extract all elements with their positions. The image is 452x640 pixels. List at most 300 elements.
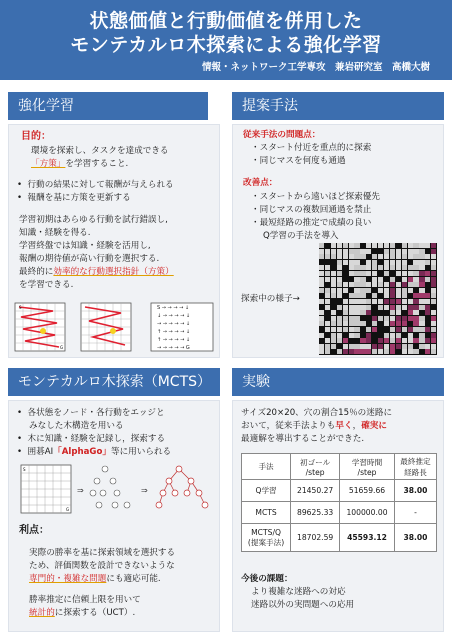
maze-cell [319, 316, 324, 321]
maze-cell [402, 338, 407, 343]
maze-cell [372, 243, 377, 248]
maze-cell [425, 305, 430, 310]
maze-cell [419, 288, 424, 293]
maze-cell [325, 321, 330, 326]
maze-cell [413, 282, 418, 287]
maze-cell [360, 254, 365, 259]
maze-cell [349, 249, 354, 254]
maze-cell [337, 299, 342, 304]
maze-cell [325, 260, 330, 265]
maze-cell [325, 288, 330, 293]
maze-cell [413, 271, 418, 276]
maze-cell [337, 327, 342, 332]
maze-cell [408, 321, 413, 326]
table-cell: - [394, 502, 436, 524]
maze-cell [325, 254, 330, 259]
maze-cell [431, 321, 436, 326]
maze-cell [343, 265, 348, 270]
maze-cell [390, 321, 395, 326]
table-cell: 89625.33 [291, 502, 340, 524]
title-line-2: モンテカルロ木探索による強化学習 [70, 34, 382, 56]
maze-cell [390, 265, 395, 270]
maze-cell [419, 338, 424, 343]
maze-cell [360, 333, 365, 338]
maze-cell [349, 288, 354, 293]
mcts-bullet-3-suffix: 等に用いられる [110, 447, 172, 457]
merit-line-5 [29, 607, 135, 620]
maze-cell [354, 305, 359, 310]
maze-cell [390, 249, 395, 254]
merit-line-1: 実際の勝率を基に探索領域を選択する [29, 548, 176, 558]
maze-cell [360, 293, 365, 298]
goal-line-2-rest: を学習すること. [65, 159, 129, 169]
maze-cell [384, 277, 389, 282]
maze-cell [396, 265, 401, 270]
rl-bullet-2-text: 報酬を基に方策を更新する [27, 193, 131, 203]
sure-highlight: 確実に [361, 421, 387, 431]
maze-cell [431, 299, 436, 304]
maze-cell [319, 305, 324, 310]
maze-cell [360, 249, 365, 254]
maze-diagram-1 [15, 303, 65, 351]
maze-cell [360, 316, 365, 321]
maze-cell [402, 299, 407, 304]
maze-cell [337, 260, 342, 265]
maze-cell [319, 310, 324, 315]
tree-graph [156, 466, 208, 508]
maze-cell [343, 310, 348, 315]
maze-cell [396, 344, 401, 349]
svg-text:S → → → → ↓: S → → → → ↓ [157, 305, 190, 311]
section-heading-experiment: 実験 [232, 368, 444, 396]
maze-cell [372, 338, 377, 343]
maze-cell [331, 321, 336, 326]
maze-cell [425, 310, 430, 315]
maze-cell [354, 299, 359, 304]
maze-cell [408, 282, 413, 287]
maze-cell [408, 249, 413, 254]
maze-cell [372, 282, 377, 287]
complex-problem-highlight: 専門的・複雑な問題 [29, 574, 107, 584]
maze-cell [331, 344, 336, 349]
maze-cell [325, 249, 330, 254]
maze-cell [378, 333, 383, 338]
maze-cell [354, 282, 359, 287]
maze-cell [419, 299, 424, 304]
maze-cell [413, 316, 418, 321]
problem-2: ・同じマスを何度も通過 [251, 156, 346, 166]
maze-cell [408, 305, 413, 310]
maze-cell [408, 349, 413, 354]
mcts-tree-diagram [19, 463, 215, 515]
maze-cell [325, 265, 330, 270]
future-label: 今後の課題： [241, 574, 293, 584]
maze-cell [402, 254, 407, 259]
maze-cell [354, 316, 359, 321]
maze-cell [402, 260, 407, 265]
maze-cell [337, 305, 342, 310]
table-cell: 45593.12 [340, 524, 395, 552]
maze-cell [331, 305, 336, 310]
maze-cell [396, 327, 401, 332]
maze-cell [431, 310, 436, 315]
maze-cell [360, 260, 365, 265]
maze-cell [354, 338, 359, 343]
maze-cell [325, 277, 330, 282]
maze-cell [384, 265, 389, 270]
maze-cell [419, 271, 424, 276]
maze-cell [349, 338, 354, 343]
rl-para-3: 学習終盤では知識・経験を活用し, [19, 241, 151, 251]
maze-cell [331, 254, 336, 259]
maze-diagram-2 [81, 303, 131, 351]
maze-cell [319, 327, 324, 332]
maze-cell [366, 310, 371, 315]
maze-cell [325, 305, 330, 310]
maze-cell [425, 260, 430, 265]
maze-cell [425, 293, 430, 298]
exp-intro-2-prefix: おいて，従来手法よりも [241, 421, 336, 431]
maze-cell [413, 254, 418, 259]
maze-cell [360, 277, 365, 282]
maze-cell [402, 277, 407, 282]
future-1: より複雑な迷路への対応 [251, 587, 346, 597]
problem-1: ・スタート付近を重点的に探索 [251, 143, 372, 153]
maze-cell [402, 305, 407, 310]
maze-cell [325, 293, 330, 298]
maze-cell [331, 265, 336, 270]
maze-cell [349, 333, 354, 338]
maze-cell [319, 249, 324, 254]
maze-cell [372, 288, 377, 293]
maze-cell [378, 338, 383, 343]
maze-cell [343, 299, 348, 304]
mcts-bullet-1a: • 各状態をノード・各行動をエッジと [17, 408, 165, 418]
maze-cell [360, 327, 365, 332]
poster-header [0, 0, 452, 80]
exp-intro-2 [241, 420, 387, 433]
maze-cell [425, 265, 430, 270]
maze-cell [325, 327, 330, 332]
section-heading-proposal: 提案手法 [232, 92, 444, 120]
maze-cell [360, 271, 365, 276]
maze-cell [425, 321, 430, 326]
maze-cell [384, 288, 389, 293]
maze-cell [402, 321, 407, 326]
table-row [242, 480, 437, 502]
table-row [242, 524, 437, 552]
maze-cell [319, 260, 324, 265]
maze-cell [360, 310, 365, 315]
maze-cell [349, 271, 354, 276]
authors: 情報・ネットワーク工学専攻 兼岩研究室 高橋大樹 [201, 62, 430, 73]
maze-cell [419, 249, 424, 254]
maze-cell [343, 277, 348, 282]
maze-cell [419, 327, 424, 332]
maze-cell [378, 310, 383, 315]
maze-cell [425, 288, 430, 293]
maze-cell [396, 310, 401, 315]
maze-cell [331, 349, 336, 354]
maze-cell [419, 277, 424, 282]
maze-cell [319, 321, 324, 326]
rl-maze-diagrams [13, 301, 217, 353]
maze-cell [378, 288, 383, 293]
maze-cell [343, 333, 348, 338]
maze-cell [354, 344, 359, 349]
maze-cell [331, 277, 336, 282]
problem-label: 従来手法の問題点： [243, 130, 321, 140]
maze-cell [384, 310, 389, 315]
maze-cell [396, 249, 401, 254]
improve-1-text: スタートから遠いほど探索優先 [259, 192, 380, 202]
maze-cell [319, 349, 324, 354]
maze-cell [419, 316, 424, 321]
maze-cell [425, 338, 430, 343]
maze-cell [390, 260, 395, 265]
maze-cell [402, 249, 407, 254]
rl-para-1: 学習初期はあらゆる行動を試行錯誤し, [19, 215, 168, 225]
maze-cell [319, 333, 324, 338]
policy-highlight: 「方策」 [31, 159, 66, 169]
maze-cell [378, 282, 383, 287]
maze-cell [413, 333, 418, 338]
maze-cell [408, 271, 413, 276]
mcts-bullet-3-prefix: 囲碁AI [27, 447, 54, 457]
maze-cell [378, 349, 383, 354]
maze-cell [349, 293, 354, 298]
exploring-label: 探索中の様子→ [241, 294, 300, 304]
maze-cell [354, 260, 359, 265]
maze-cell [378, 254, 383, 259]
maze-cell [390, 333, 395, 338]
maze-cell [349, 327, 354, 332]
maze-cell [408, 293, 413, 298]
maze-cell [378, 260, 383, 265]
section-box-rl [8, 124, 220, 358]
maze-cell [366, 260, 371, 265]
maze-cell [402, 333, 407, 338]
maze-cell [431, 271, 436, 276]
maze-cell [360, 305, 365, 310]
maze-cell [413, 249, 418, 254]
maze-cell [319, 288, 324, 293]
improve-3a-text: 最短経路の推定で成績の良い [259, 218, 372, 228]
maze-cell [372, 316, 377, 321]
table-row [242, 502, 437, 524]
maze-cell [431, 277, 436, 282]
maze-cell [402, 310, 407, 315]
maze-cell [390, 277, 395, 282]
maze-cell [366, 282, 371, 287]
improve-3a: ・最短経路の推定で成績の良い [251, 218, 372, 228]
maze-cell [372, 349, 377, 354]
maze-cell [384, 254, 389, 259]
maze-cell [390, 316, 395, 321]
maze-cell [413, 299, 418, 304]
section-box-mcts [8, 400, 220, 632]
maze-cell [366, 243, 371, 248]
maze-cell [319, 282, 324, 287]
maze-cell [372, 249, 377, 254]
maze-cell [337, 333, 342, 338]
maze-cell [354, 265, 359, 270]
maze-cell [419, 265, 424, 270]
mcts-bullet-2-text: 木に知識・経験を記録し，探索する [27, 434, 166, 444]
maze-cell [343, 282, 348, 287]
maze-cell [413, 265, 418, 270]
improve-label: 改善点： [243, 178, 278, 188]
merit-line-3 [29, 573, 161, 586]
maze-cell [360, 344, 365, 349]
maze-cell [396, 338, 401, 343]
section-heading-mcts: モンテカルロ木探索（MCTS） [8, 368, 220, 396]
maze-cell [343, 316, 348, 321]
maze-cell [337, 254, 342, 259]
maze-cell [378, 271, 383, 276]
section-box-experiment [232, 400, 444, 632]
maze-cell [372, 299, 377, 304]
maze-cell [413, 305, 418, 310]
maze-cell [396, 293, 401, 298]
maze-cell [331, 282, 336, 287]
maze-cell [319, 299, 324, 304]
maze-cell [349, 277, 354, 282]
maze-cell [372, 260, 377, 265]
rl-bullet-1-text: 行動の結果に対して報酬が与えられる [27, 180, 174, 190]
exp-intro-1: サイズ20×20、穴の割合15％の迷路に [241, 408, 393, 418]
maze-cell [331, 327, 336, 332]
table-cell: 21450.27 [291, 480, 340, 502]
maze-cell [319, 271, 324, 276]
maze-cell [343, 293, 348, 298]
maze-cell [390, 288, 395, 293]
maze-cell [408, 310, 413, 315]
maze-cell [396, 349, 401, 354]
maze-cell [337, 288, 342, 293]
maze-cell [354, 349, 359, 354]
merit-line-3-rest: にも適応可能. [106, 574, 161, 584]
maze-cell [419, 344, 424, 349]
maze-cell [366, 288, 371, 293]
maze-cell [425, 344, 430, 349]
maze-cell [360, 349, 365, 354]
section-box-proposal [232, 124, 444, 358]
maze-cell [349, 349, 354, 354]
maze-cell [354, 277, 359, 282]
maze-cell [331, 293, 336, 298]
maze-cell [343, 249, 348, 254]
improve-2: ・同じマスの複数回通過を禁止 [251, 205, 372, 215]
maze-cell [349, 316, 354, 321]
maze-cell [366, 305, 371, 310]
maze-cell [402, 327, 407, 332]
maze-cell [396, 282, 401, 287]
maze-cell [325, 271, 330, 276]
maze-cell [384, 333, 389, 338]
maze-cell [419, 321, 424, 326]
maze-cell [349, 299, 354, 304]
maze-cell [390, 305, 395, 310]
maze-cell [319, 254, 324, 259]
maze-cell [366, 338, 371, 343]
maze-cell [331, 271, 336, 276]
maze-cell [360, 338, 365, 343]
maze-cell [337, 249, 342, 254]
maze-cell [343, 321, 348, 326]
maze-cell [425, 277, 430, 282]
maze-cell [419, 293, 424, 298]
maze-cell [402, 271, 407, 276]
maze-cell [384, 260, 389, 265]
efficient-policy-highlight: 効率的な行動選択指針（方策） [53, 267, 174, 277]
maze-cell [413, 288, 418, 293]
maze-cell [413, 344, 418, 349]
maze-cell [431, 249, 436, 254]
results-table [241, 453, 437, 552]
maze-cell [419, 260, 424, 265]
maze-cell [431, 265, 436, 270]
maze-cell [384, 299, 389, 304]
maze-cell [431, 333, 436, 338]
maze-cell [337, 344, 342, 349]
maze-cell [413, 310, 418, 315]
maze-cell [331, 316, 336, 321]
merit-line-2: ため、評価関数を設計できないような [29, 561, 175, 571]
maze-cell [408, 243, 413, 248]
maze-cell [425, 299, 430, 304]
table-cell: Q学習 [242, 480, 291, 502]
maze-cell [408, 265, 413, 270]
maze-cell [354, 333, 359, 338]
table-cell: 38.00 [394, 480, 436, 502]
maze-cell [425, 243, 430, 248]
maze-cell [413, 338, 418, 343]
maze-cell [325, 338, 330, 343]
improve-1: ・スタートから遠いほど探索優先 [251, 192, 380, 202]
maze-cell [331, 333, 336, 338]
rl-para-5 [19, 266, 174, 279]
maze-cell [384, 327, 389, 332]
maze-cell [372, 333, 377, 338]
maze-cell [349, 260, 354, 265]
maze-cell [366, 293, 371, 298]
maze-cell [325, 333, 330, 338]
maze-cell [402, 349, 407, 354]
maze-cell [349, 305, 354, 310]
maze-cell [372, 321, 377, 326]
statistical-highlight: 統計的 [29, 608, 55, 618]
maze-cell [384, 293, 389, 298]
maze-cell [396, 316, 401, 321]
maze-cell [337, 293, 342, 298]
maze-cell [384, 305, 389, 310]
maze-cell [384, 282, 389, 287]
maze-cell [419, 349, 424, 354]
table-header-cell: 学習時間 /step [340, 454, 395, 480]
maze-cell [349, 243, 354, 248]
rl-bullet-1: • 行動の結果に対して報酬が与えられる [17, 180, 174, 190]
maze-cell [378, 305, 383, 310]
maze-cell [413, 321, 418, 326]
problem-1-text: スタート付近を重点的に探索 [259, 143, 372, 153]
maze-cell [366, 349, 371, 354]
maze-cell [343, 344, 348, 349]
table-header-cell: 手法 [242, 454, 291, 480]
maze-cell [413, 293, 418, 298]
maze-cell [431, 344, 436, 349]
arrow-icon-1: ⇒ [77, 486, 84, 495]
